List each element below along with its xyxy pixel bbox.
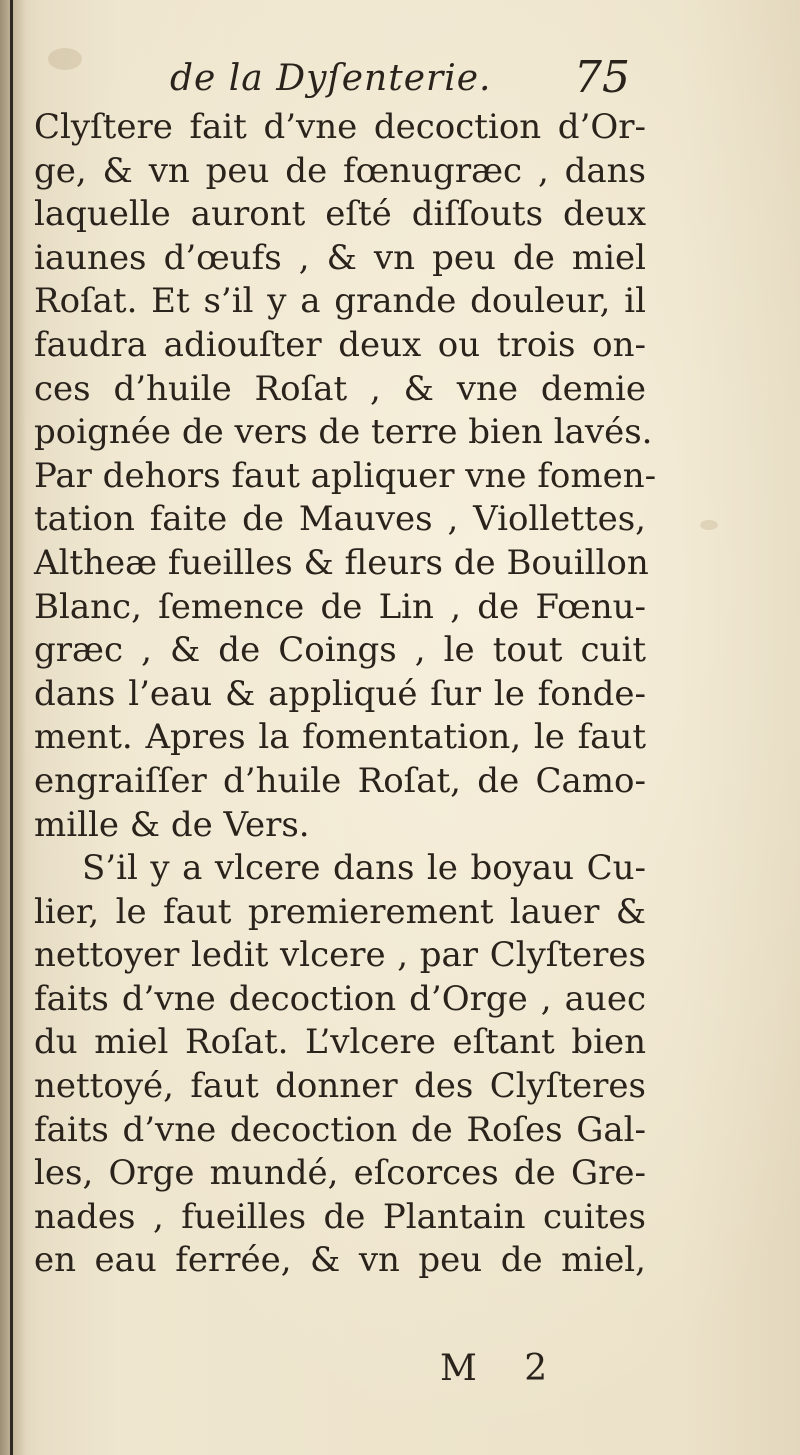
paper-stain	[700, 520, 718, 530]
paper-stain	[48, 48, 82, 70]
text-line: poignée de vers de terre bien lavés.	[34, 412, 653, 453]
text-line: Par dehors faut apliquer vne fomen-	[34, 455, 657, 496]
running-title: de la Dyſenterie.	[170, 58, 492, 99]
page-header	[170, 52, 640, 112]
text-line: ment. Apres la fomentation, le faut	[34, 717, 646, 758]
text-line: ces d’huile Roſat , & vne demie	[34, 368, 646, 409]
binding-edge-line	[10, 0, 13, 1455]
body-text	[34, 106, 657, 1283]
text-line: Altheæ fueilles & fleurs de Bouillon	[34, 542, 649, 583]
text-line: du miel Roſat. L’vlcere eſtant bien	[34, 1022, 646, 1063]
text-line: græc , & de Coings , le tout cuit	[34, 630, 646, 671]
page-gutter	[0, 0, 26, 1455]
text-line: S’il y a vlcere dans le boyau Cu-	[82, 848, 646, 889]
text-line: Roſat. Et s’il y a grande douleur, il	[34, 281, 646, 322]
text-line: nades , fueilles de Plantain cuites	[34, 1196, 646, 1237]
text-line: iaunes d’œufs , & vn peu de miel	[34, 237, 646, 278]
text-line: dans l’eau & appliqué ſur le fonde-	[34, 673, 646, 714]
text-line: ge, & vn peu de fœnugræc , dans	[34, 150, 646, 191]
page-number: 75	[574, 52, 630, 103]
signature-mark: M 2	[440, 1348, 566, 1389]
text-line: faits d’vne decoction d’Orge , auec	[34, 978, 646, 1019]
text-line: laquelle auront eſté diſſouts deux	[34, 194, 646, 235]
text-line: tation faite de Mauves , Viollettes,	[34, 499, 646, 540]
text-line: nettoyé, faut donner des Clyſteres	[34, 1066, 646, 1107]
text-line: lier, le faut premierement lauer &	[34, 891, 646, 932]
text-line: en eau ferrée, & vn peu de miel,	[34, 1240, 646, 1281]
text-line: mille & de Vers.	[34, 804, 310, 845]
text-line: Blanc, ſemence de Lin , de Fœnu-	[34, 586, 646, 627]
text-line: Clyſtere fait d’vne decoction d’Or-	[34, 107, 646, 147]
text-line: faudra adiouſter deux ou trois on-	[34, 324, 646, 365]
text-line: engraiſſer d’huile Roſat, de Camo-	[34, 760, 646, 801]
text-line: nettoyer ledit vlcere , par Clyſteres	[34, 935, 646, 976]
text-line: faits d’vne decoction de Roſes Gal-	[34, 1109, 646, 1150]
text-line: les, Orge mundé, eſcorces de Gre-	[34, 1153, 646, 1194]
